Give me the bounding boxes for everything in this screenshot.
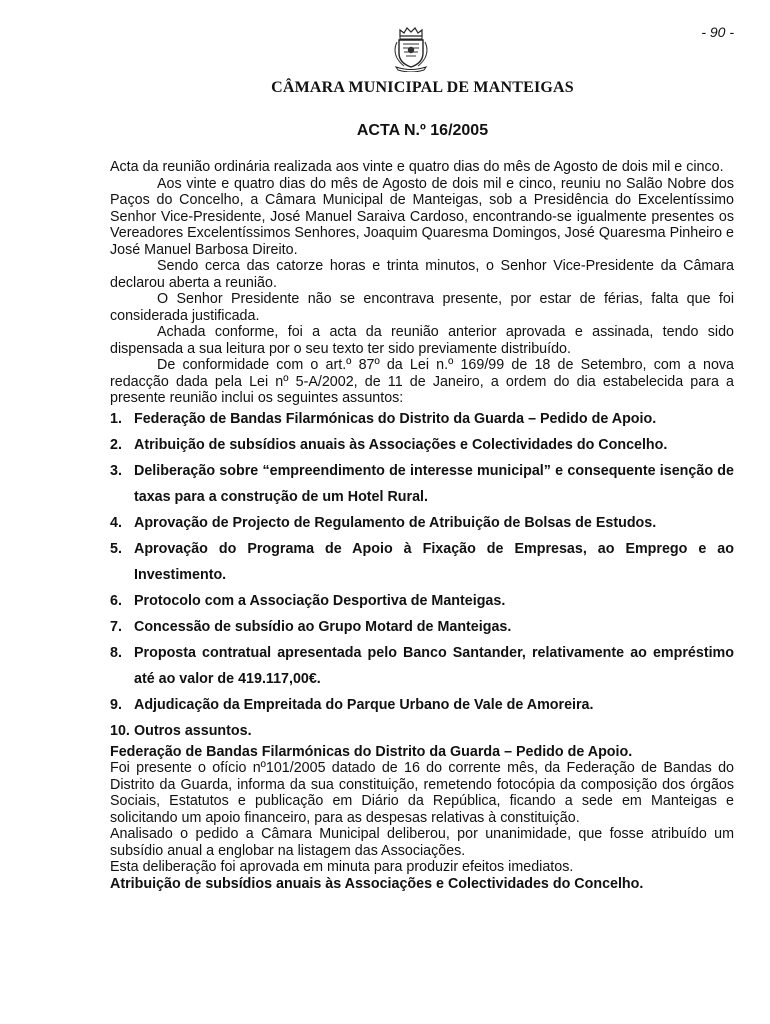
agenda-list [110, 406, 734, 744]
agenda-item [110, 692, 734, 718]
agenda-item-text: Deliberação sobre “empreendimento de interesse municipal” e consequente isenção de taxas para a construção de um Hotel Rural. [134, 462, 734, 505]
agenda-item-number: 8. [110, 644, 122, 661]
agenda-item [110, 406, 734, 432]
organization-title: CÂMARA MUNICIPAL DE MANTEIGAS [271, 79, 574, 96]
agenda-item-number: 5. [110, 540, 122, 557]
intro-paragraph: Acta da reunião ordinária realizada aos vinte e quatro dias do mês de Agosto de dois mil e cinco. [110, 159, 724, 175]
agenda-item [110, 640, 734, 692]
agenda-item-number: 3. [110, 462, 122, 479]
agenda-item [110, 588, 734, 614]
agenda-item-text: Proposta contratual apresentada pelo Banco Santander, relativamente ao empréstimo até ao valor de 419.117,00€. [134, 644, 734, 687]
section-paragraph: Foi presente o ofício nº101/2005 datado de 16 do corrente mês, da Federação de Bandas do Distrito da Guarda, informa da sua constituição, remetendo fotocópia da composição dos órgãos Sociais, Estatutos e publicação em Diário da República, ficando a sede em Manteigas e solicitando um apoio financeiro, para as despesas relativas à constituição. [110, 760, 734, 826]
acta-title: ACTA N.º 16/2005 [356, 122, 489, 139]
agenda-item-text: Concessão de subsídio ao Grupo Motard de Manteigas. [134, 618, 512, 635]
agenda-item-number: 9. [110, 696, 122, 713]
agenda-item-text: Aprovação de Projecto de Regulamento de Atribuição de Bolsas de Estudos. [134, 514, 657, 531]
coat-of-arms-icon [391, 26, 431, 72]
agenda-item [110, 536, 734, 588]
previous-minutes-paragraph: Achada conforme, foi a acta da reunião anterior aprovada e assinada, tendo sido dispensada a sua leitura por o seu texto ter sido previamente distribuído. [110, 324, 734, 357]
agenda-item-number: 7. [110, 618, 122, 635]
document-body [110, 159, 734, 892]
agenda-item-number: 1. [110, 410, 122, 427]
agenda-item-number: 2. [110, 436, 122, 453]
agenda-intro-paragraph: De conformidade com o art.º 87º da Lei n.º 169/99 de 18 de Setembro, com a nova redacção dada pela Lei nº 5-A/2002, de 11 de Janeiro, a ordem do dia estabelecida para a presente reunião inclui os seguintes assuntos: [110, 357, 734, 406]
agenda-item-number: 10. [110, 722, 130, 739]
section-heading: Atribuição de subsídios anuais às Associações e Colectividades do Concelho. [110, 875, 644, 892]
agenda-item-text: Atribuição de subsídios anuais às Associações e Colectividades do Concelho. [134, 436, 668, 453]
opening-paragraph: Sendo cerca das catorze horas e trinta minutos, o Senhor Vice-Presidente da Câmara declarou aberta a reunião. [110, 258, 734, 291]
absence-paragraph: O Senhor Presidente não se encontrava presente, por estar de férias, falta que foi considerada justificada. [110, 291, 734, 324]
agenda-item [110, 614, 734, 640]
agenda-item-number: 4. [110, 514, 122, 531]
agenda-item-text: Aprovação do Programa de Apoio à Fixação de Empresas, ao Emprego e ao Investimento. [134, 540, 734, 583]
agenda-item [110, 432, 734, 458]
page-number: - 90 - [701, 24, 734, 40]
agenda-item-text: Protocolo com a Associação Desportiva de Manteigas. [134, 592, 506, 609]
agenda-item [110, 510, 734, 536]
agenda-item-number: 6. [110, 592, 122, 609]
attendance-paragraph: Aos vinte e quatro dias do mês de Agosto de dois mil e cinco, reuniu no Salão Nobre dos Paços do Concelho, a Câmara Municipal de Manteigas, sob a Presidência do Excelentíssimo Senhor Vice-Presidente, José Manuel Saraiva Cardoso, encontrando-se igualmente presentes os Vereadores Excelentíssimos Senhores, Joaquim Quaresma Domingos, José Quaresma Pinheiro e José Manuel Barbosa Direito. [110, 175, 734, 258]
agenda-item [110, 718, 734, 744]
section-paragraph: Esta deliberação foi aprovada em minuta para produzir efeitos imediatos. [110, 859, 574, 875]
agenda-item-text: Federação de Bandas Filarmónicas do Distrito da Guarda – Pedido de Apoio. [134, 410, 657, 427]
section-paragraph: Analisado o pedido a Câmara Municipal deliberou, por unanimidade, que fosse atribuído um subsídio anual a englobar na listagem das Associações. [110, 826, 734, 859]
section-heading: Federação de Bandas Filarmónicas do Distrito da Guarda – Pedido de Apoio. [110, 743, 633, 760]
agenda-item-text: Outros assuntos. [134, 722, 252, 739]
agenda-item [110, 458, 734, 510]
agenda-item-text: Adjudicação da Empreitada do Parque Urbano de Vale de Amoreira. [134, 696, 594, 713]
